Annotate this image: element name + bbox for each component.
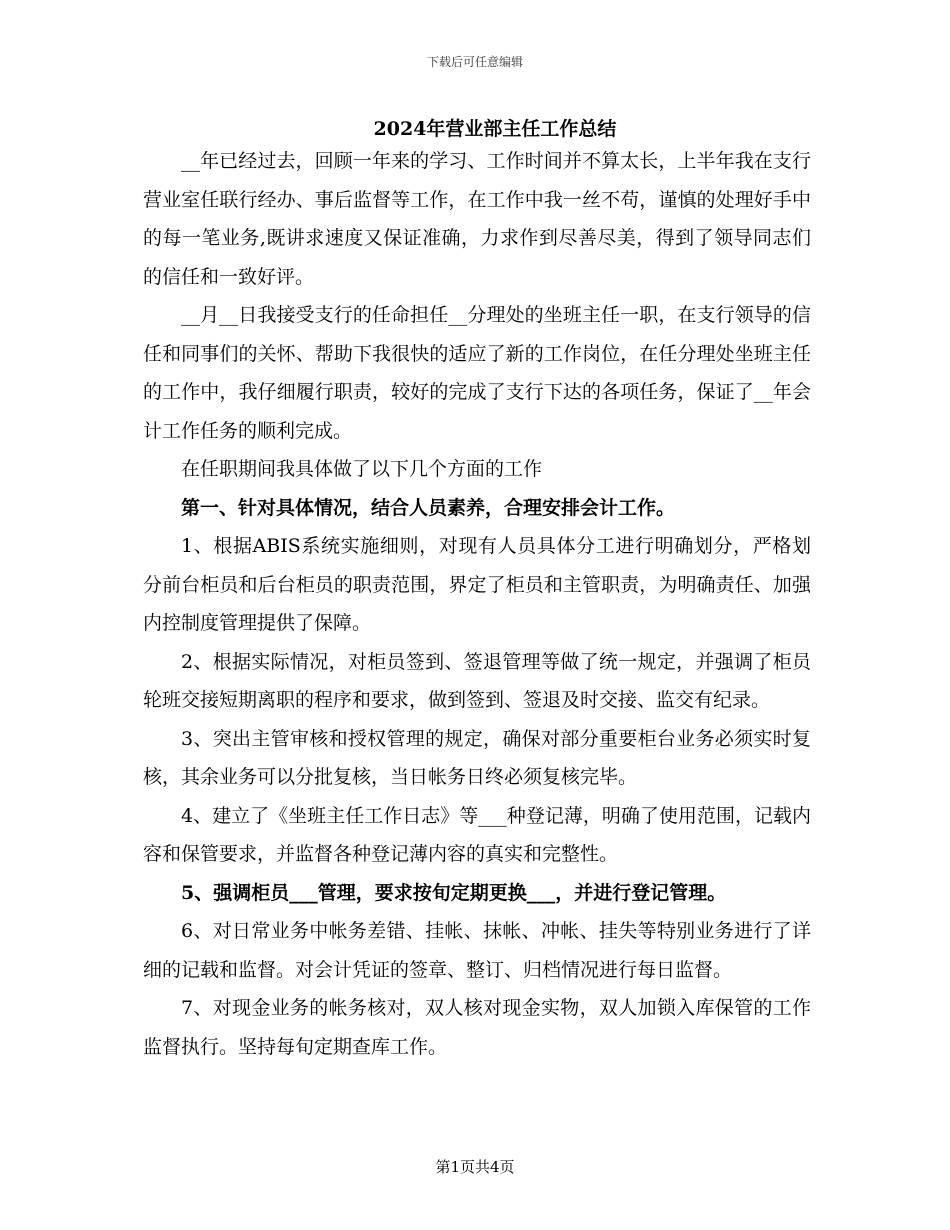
section-heading-1: 第一、针对具体情况，结合人员素养，合理安排会计工作。 [181, 496, 676, 519]
list-item-5: 5、强调柜员___管理，要求按旬定期更换___，并进行登记管理。 [181, 881, 727, 904]
list-item-2: 2、根据实际情况，对柜员签到、签退管理等做了统一规定，并强调了柜员轮班交接短期离职的程序和要求，做到签到、签退及时交接、监交有纪录。 [143, 650, 811, 711]
paragraph-3: 在任职期间我具体做了以下几个方面的工作 [181, 458, 543, 480]
paragraph-1: __年已经过去，回顾一年来的学习、工作时间并不算太长，上半年我在支行营业室任联行经办、事后监督等工作，在工作中我一丝不苟，谨慎的处理好手中的每一笔业务,既讲求速度又保证准确，力求作到尽善尽美，得到了领导同志们的信任和一致好评。 [143, 150, 811, 288]
document-body [143, 142, 811, 1066]
paragraph-2: __月__日我接受支行的任命担任__分理处的坐班主任一职，在支行领导的信任和同事们的关怀、帮助下我很快的适应了新的工作岗位，在任分理处坐班主任的工作中，我仔细履行职责，较好的完成了支行下达的各项任务，保证了__年会计工作任务的顺利完成。 [143, 304, 811, 442]
document-title: 2024年营业部主任工作总结 [373, 118, 617, 140]
header-note: 下载后可任意编辑 [426, 55, 523, 69]
list-item-4: 4、建立了《坐班主任工作日志》等___种登记薄，明确了使用范围，记载内容和保管要求，并监督各种登记薄内容的真实和完整性。 [143, 804, 811, 865]
list-item-7: 7、对现金业务的帐务核对，双人核对现金实物，双人加锁入库保管的工作监督执行。坚持每旬定期查库工作。 [143, 997, 811, 1058]
page-number: 第1页共4页 [435, 1158, 515, 1176]
list-item-6: 6、对日常业务中帐务差错、挂帐、抹帐、冲帐、挂失等特别业务进行了详细的记载和监督。对会计凭证的签章、整订、归档情况进行每日监督。 [143, 920, 811, 981]
list-item-3: 3、突出主管审核和授权管理的规定，确保对部分重要柜台业务必须实时复核，其余业务可以分批复核，当日帐务日终必须复核完毕。 [143, 727, 811, 788]
list-item-1: 1、根据ABIS系统实施细则，对现有人员具体分工进行明确划分，严格划分前台柜员和后台柜员的职责范围，界定了柜员和主管职责，为明确责任、加强内控制度管理提供了保障。 [143, 535, 811, 634]
